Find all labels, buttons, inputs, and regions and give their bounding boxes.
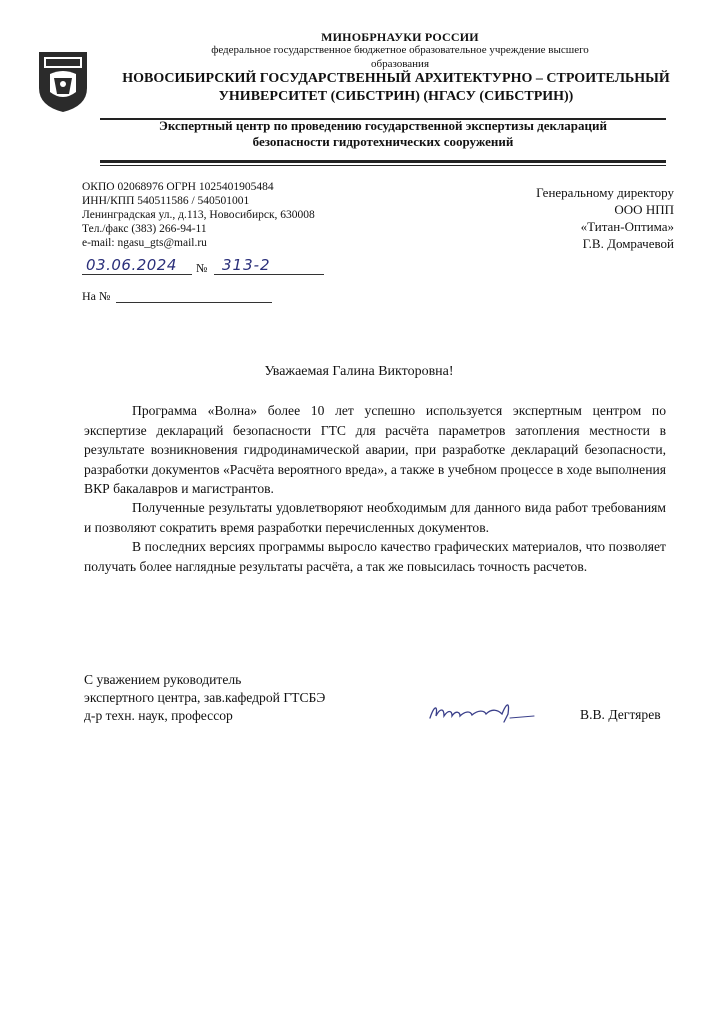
institution-type: федеральное государственное бюджетное образовательное учреждение высшего [211, 44, 589, 56]
signature-closing: С уважением руководитель [84, 672, 242, 687]
number-sign: № [196, 261, 208, 275]
body-paragraph-3: В последних версиях программы выросло качество графических материалов, что позволяет получать более наглядные результаты расчёта, а так же повысилась точность расчетов. [84, 539, 666, 574]
requisites-email: e-mail: ngasu_gts@mail.ru [82, 237, 207, 249]
signature-degree: д-р техн. наук, профессор [84, 708, 233, 723]
signature-position: экспертного центра, зав.кафедрой ГТСБЭ [84, 690, 326, 705]
body-paragraph-1: Программа «Волна» более 10 лет успешно используется экспертным центром по экспертизе деклараций безопасности ГТС для расчёта параметров затопления местности в результате возникновения гидродинамической аварии, при разработке деклараций безопасности, разработки документов «Расчёта вероятного вреда», а также в учебном процессе в ходе выполнения ВКР бакалавров и магистрантов. [84, 403, 666, 496]
header-divider-bottom [100, 160, 666, 163]
institution-type-cont: образования [370, 58, 430, 70]
outgoing-date: 03.06.2024 [86, 256, 177, 274]
reply-to-label: На № [82, 289, 111, 303]
requisites-phone: Тел./факс (383) 266-94-11 [82, 223, 207, 235]
header-divider-bottom-thin [100, 165, 666, 166]
addressee-org-type: ООО НПП [614, 202, 674, 217]
addressee-org-name: «Титан-Оптима» [580, 219, 674, 234]
greeting: Уважаемая Галина Викторовна! [264, 364, 454, 379]
expert-center-line2: безопасности гидротехнических сооружений [252, 134, 514, 149]
ministry-title: МИНОБРНАУКИ РОССИИ [321, 30, 479, 44]
university-name-line1: НОВОСИБИРСКИЙ ГОСУДАРСТВЕННЫЙ АРХИТЕКТУРНО – СТРОИТЕЛЬНЫЙ [122, 71, 670, 86]
expert-center-line1: Экспертный центр по проведению государственной экспертизы деклараций [159, 118, 607, 133]
signatory-name: В.В. Дегтярев [580, 707, 661, 722]
addressee-person: Г.В. Домрачевой [582, 236, 674, 251]
requisites-okpo-ogrn: ОКПО 02068976 ОГРН 1025401905484 [82, 181, 274, 193]
number-underline [214, 274, 324, 275]
requisites-inn-kpp: ИНН/КПП 540511586 / 540501001 [82, 195, 250, 207]
requisites-address: Ленинградская ул., д.113, Новосибирск, 630008 [82, 209, 315, 221]
outgoing-number: 313-2 [222, 256, 271, 274]
addressee-position: Генеральному директору [536, 185, 674, 200]
date-underline [82, 274, 192, 275]
handwritten-signature [426, 696, 536, 726]
university-name-line2: УНИВЕРСИТЕТ (СИБСТРИН) (НГАСУ (СИБСТРИН)) [218, 89, 574, 104]
body-paragraph-2: Полученные результаты удовлетворяют необходимым для данного вида работ требованиям и позволяют сократить время разработки перечисленных документов. [84, 500, 666, 535]
university-emblem-icon [36, 48, 90, 114]
reply-to-underline [116, 302, 272, 303]
